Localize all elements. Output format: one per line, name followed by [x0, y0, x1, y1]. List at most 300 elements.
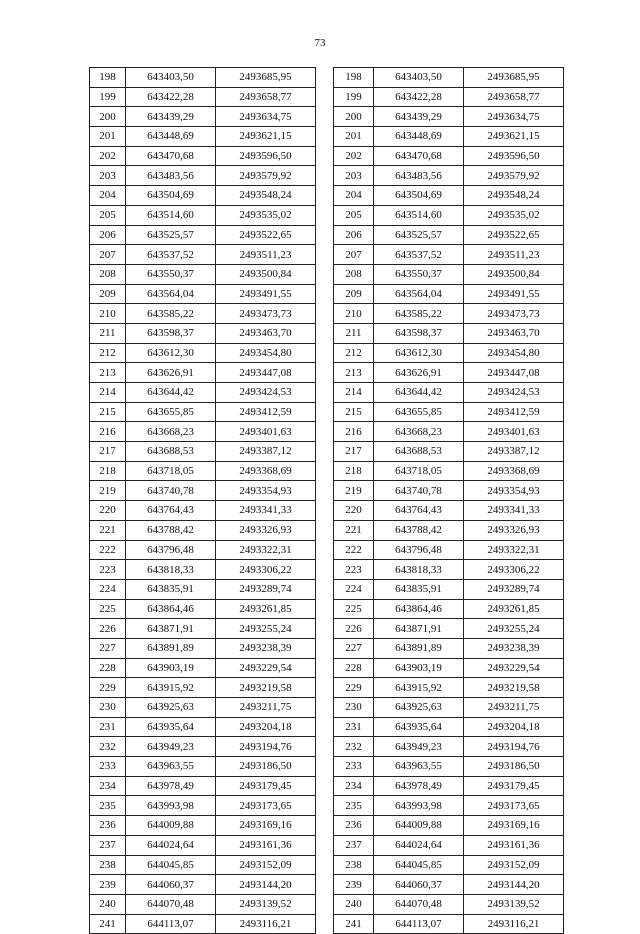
y-coordinate-cell: 2493229,54	[216, 658, 316, 678]
point-number-cell: 216	[90, 422, 126, 442]
point-number-cell: 208	[90, 264, 126, 284]
y-coordinate-cell: 2493596,50	[464, 146, 564, 166]
y-coordinate-cell: 2493579,92	[464, 166, 564, 186]
y-coordinate-cell: 2493261,85	[464, 599, 564, 619]
table-row	[334, 205, 564, 225]
x-coordinate-cell: 643891,89	[374, 638, 464, 658]
table-row	[90, 757, 316, 777]
x-coordinate-cell: 644113,07	[126, 914, 216, 934]
table-row	[334, 166, 564, 186]
table-row	[334, 225, 564, 245]
x-coordinate-cell: 643612,30	[126, 343, 216, 363]
x-coordinate-cell: 643550,37	[374, 264, 464, 284]
table-row	[90, 343, 316, 363]
table-row	[90, 835, 316, 855]
y-coordinate-cell: 2493454,80	[216, 343, 316, 363]
x-coordinate-cell: 643925,63	[374, 698, 464, 718]
point-number-cell: 226	[90, 619, 126, 639]
point-number-cell: 234	[90, 776, 126, 796]
point-number-cell: 225	[334, 599, 374, 619]
table-row	[90, 186, 316, 206]
y-coordinate-cell: 2493161,36	[216, 835, 316, 855]
point-number-cell: 223	[334, 560, 374, 580]
table-row	[90, 363, 316, 383]
y-coordinate-cell: 2493211,75	[216, 698, 316, 718]
y-coordinate-cell: 2493238,39	[464, 638, 564, 658]
table-row	[334, 186, 564, 206]
point-number-cell: 205	[90, 205, 126, 225]
point-number-cell: 241	[334, 914, 374, 934]
point-number-cell: 238	[90, 855, 126, 875]
point-number-cell: 222	[90, 540, 126, 560]
y-coordinate-cell: 2493194,76	[216, 737, 316, 757]
table-row	[90, 146, 316, 166]
x-coordinate-cell: 643598,37	[374, 323, 464, 343]
y-coordinate-cell: 2493579,92	[216, 166, 316, 186]
x-coordinate-cell: 643626,91	[126, 363, 216, 383]
table-row	[90, 225, 316, 245]
y-coordinate-cell: 2493424,53	[464, 383, 564, 403]
y-coordinate-cell: 2493326,93	[216, 520, 316, 540]
table-row	[90, 776, 316, 796]
x-coordinate-cell: 643796,48	[126, 540, 216, 560]
x-coordinate-cell: 643644,42	[126, 383, 216, 403]
table-row	[334, 717, 564, 737]
table-row	[334, 284, 564, 304]
table-row	[90, 658, 316, 678]
y-coordinate-cell: 2493116,21	[216, 914, 316, 934]
y-coordinate-cell: 2493412,59	[216, 402, 316, 422]
point-number-cell: 222	[334, 540, 374, 560]
x-coordinate-cell: 643925,63	[126, 698, 216, 718]
x-coordinate-cell: 643564,04	[374, 284, 464, 304]
table-row	[90, 599, 316, 619]
point-number-cell: 233	[334, 757, 374, 777]
table-row	[334, 560, 564, 580]
point-number-cell: 205	[334, 205, 374, 225]
y-coordinate-cell: 2493473,73	[464, 304, 564, 324]
y-coordinate-cell: 2493447,08	[216, 363, 316, 383]
y-coordinate-cell: 2493152,09	[464, 855, 564, 875]
point-number-cell: 226	[334, 619, 374, 639]
table-row	[334, 619, 564, 639]
y-coordinate-cell: 2493289,74	[216, 579, 316, 599]
page-number: 73	[314, 37, 326, 49]
y-coordinate-cell: 2493658,77	[216, 87, 316, 107]
table-row	[334, 599, 564, 619]
y-coordinate-cell: 2493387,12	[464, 442, 564, 462]
point-number-cell: 219	[334, 481, 374, 501]
table-row	[90, 107, 316, 127]
table-row	[334, 501, 564, 521]
table-row	[90, 560, 316, 580]
point-number-cell: 229	[334, 678, 374, 698]
table-row	[90, 520, 316, 540]
y-coordinate-cell: 2493204,18	[216, 717, 316, 737]
x-coordinate-cell: 643764,43	[374, 501, 464, 521]
x-coordinate-cell: 643871,91	[126, 619, 216, 639]
table-row	[90, 698, 316, 718]
point-number-cell: 228	[334, 658, 374, 678]
table-row	[334, 520, 564, 540]
point-number-cell: 211	[334, 323, 374, 343]
y-coordinate-cell: 2493463,70	[464, 323, 564, 343]
x-coordinate-cell: 643585,22	[374, 304, 464, 324]
x-coordinate-cell: 643598,37	[126, 323, 216, 343]
point-number-cell: 227	[334, 638, 374, 658]
table-row	[90, 894, 316, 914]
x-coordinate-cell: 643835,91	[374, 579, 464, 599]
x-coordinate-cell: 643403,50	[126, 68, 216, 88]
table-row	[334, 461, 564, 481]
y-coordinate-cell: 2493116,21	[464, 914, 564, 934]
y-coordinate-cell: 2493621,15	[464, 127, 564, 147]
table-row	[90, 875, 316, 895]
point-number-cell: 240	[90, 894, 126, 914]
point-number-cell: 212	[90, 343, 126, 363]
table-row	[334, 638, 564, 658]
y-coordinate-cell: 2493289,74	[464, 579, 564, 599]
y-coordinate-cell: 2493522,65	[464, 225, 564, 245]
table-row	[90, 461, 316, 481]
table-row	[90, 501, 316, 521]
point-number-cell: 199	[90, 87, 126, 107]
point-number-cell: 229	[90, 678, 126, 698]
y-coordinate-cell: 2493522,65	[216, 225, 316, 245]
x-coordinate-cell: 643525,57	[126, 225, 216, 245]
table-row	[90, 383, 316, 403]
table-row	[334, 323, 564, 343]
y-coordinate-cell: 2493368,69	[464, 461, 564, 481]
x-coordinate-cell: 644024,64	[374, 835, 464, 855]
x-coordinate-cell: 643718,05	[126, 461, 216, 481]
table-row	[90, 402, 316, 422]
point-number-cell: 217	[90, 442, 126, 462]
y-coordinate-cell: 2493685,95	[464, 68, 564, 88]
point-number-cell: 220	[334, 501, 374, 521]
y-coordinate-cell: 2493368,69	[216, 461, 316, 481]
y-coordinate-cell: 2493354,93	[464, 481, 564, 501]
table-row	[90, 422, 316, 442]
x-coordinate-cell: 643788,42	[126, 520, 216, 540]
table-row	[334, 816, 564, 836]
x-coordinate-cell: 643504,69	[374, 186, 464, 206]
x-coordinate-cell: 643448,69	[126, 127, 216, 147]
y-coordinate-cell: 2493186,50	[216, 757, 316, 777]
point-number-cell: 228	[90, 658, 126, 678]
y-coordinate-cell: 2493169,16	[216, 816, 316, 836]
table-row	[334, 343, 564, 363]
x-coordinate-cell: 643963,55	[374, 757, 464, 777]
point-number-cell: 201	[90, 127, 126, 147]
x-coordinate-cell: 643525,57	[374, 225, 464, 245]
x-coordinate-cell: 643818,33	[126, 560, 216, 580]
x-coordinate-cell: 643626,91	[374, 363, 464, 383]
table-row	[90, 87, 316, 107]
y-coordinate-cell: 2493179,45	[464, 776, 564, 796]
point-number-cell: 203	[90, 166, 126, 186]
table-row	[334, 835, 564, 855]
table-row	[334, 481, 564, 501]
table-row	[334, 68, 564, 88]
point-number-cell: 198	[334, 68, 374, 88]
y-coordinate-cell: 2493401,63	[464, 422, 564, 442]
table-row	[90, 68, 316, 88]
table-row	[334, 363, 564, 383]
x-coordinate-cell: 643764,43	[126, 501, 216, 521]
x-coordinate-cell: 644009,88	[126, 816, 216, 836]
x-coordinate-cell: 643796,48	[374, 540, 464, 560]
x-coordinate-cell: 643470,68	[374, 146, 464, 166]
x-coordinate-cell: 643788,42	[374, 520, 464, 540]
x-coordinate-cell: 643585,22	[126, 304, 216, 324]
point-number-cell: 219	[90, 481, 126, 501]
point-number-cell: 200	[334, 107, 374, 127]
table-row	[90, 796, 316, 816]
table-row	[334, 737, 564, 757]
y-coordinate-cell: 2493238,39	[216, 638, 316, 658]
point-number-cell: 199	[334, 87, 374, 107]
table-row	[334, 127, 564, 147]
point-number-cell: 236	[334, 816, 374, 836]
x-coordinate-cell: 643403,50	[374, 68, 464, 88]
x-coordinate-cell: 643668,23	[374, 422, 464, 442]
point-number-cell: 213	[334, 363, 374, 383]
y-coordinate-cell: 2493500,84	[464, 264, 564, 284]
x-coordinate-cell: 643891,89	[126, 638, 216, 658]
point-number-cell: 232	[334, 737, 374, 757]
point-number-cell: 214	[90, 383, 126, 403]
point-number-cell: 235	[334, 796, 374, 816]
x-coordinate-cell: 643564,04	[126, 284, 216, 304]
x-coordinate-cell: 643935,64	[374, 717, 464, 737]
table-row	[90, 264, 316, 284]
y-coordinate-cell: 2493454,80	[464, 343, 564, 363]
point-number-cell: 221	[90, 520, 126, 540]
y-coordinate-cell: 2493261,85	[216, 599, 316, 619]
point-number-cell: 200	[90, 107, 126, 127]
point-number-cell: 215	[334, 402, 374, 422]
y-coordinate-cell: 2493255,24	[464, 619, 564, 639]
x-coordinate-cell: 643949,23	[126, 737, 216, 757]
x-coordinate-cell: 643903,19	[374, 658, 464, 678]
point-number-cell: 227	[90, 638, 126, 658]
y-coordinate-cell: 2493144,20	[216, 875, 316, 895]
table-row	[334, 757, 564, 777]
x-coordinate-cell: 643718,05	[374, 461, 464, 481]
point-number-cell: 241	[90, 914, 126, 934]
point-number-cell: 209	[90, 284, 126, 304]
y-coordinate-cell: 2493179,45	[216, 776, 316, 796]
x-coordinate-cell: 643993,98	[374, 796, 464, 816]
x-coordinate-cell: 643537,52	[126, 245, 216, 265]
y-coordinate-cell: 2493255,24	[216, 619, 316, 639]
x-coordinate-cell: 644045,85	[126, 855, 216, 875]
y-coordinate-cell: 2493211,75	[464, 698, 564, 718]
x-coordinate-cell: 643835,91	[126, 579, 216, 599]
table-row	[334, 855, 564, 875]
coordinates-table-left	[89, 67, 316, 934]
point-number-cell: 240	[334, 894, 374, 914]
point-number-cell: 207	[90, 245, 126, 265]
point-number-cell: 210	[334, 304, 374, 324]
table-row	[90, 245, 316, 265]
y-coordinate-cell: 2493535,02	[216, 205, 316, 225]
x-coordinate-cell: 643612,30	[374, 343, 464, 363]
point-number-cell: 210	[90, 304, 126, 324]
table-row	[334, 264, 564, 284]
point-number-cell: 209	[334, 284, 374, 304]
y-coordinate-cell: 2493173,65	[216, 796, 316, 816]
x-coordinate-cell: 643818,33	[374, 560, 464, 580]
point-number-cell: 231	[334, 717, 374, 737]
point-number-cell: 204	[90, 186, 126, 206]
point-number-cell: 217	[334, 442, 374, 462]
table-row	[90, 855, 316, 875]
y-coordinate-cell: 2493354,93	[216, 481, 316, 501]
y-coordinate-cell: 2493634,75	[464, 107, 564, 127]
table-row	[334, 383, 564, 403]
table-row	[90, 284, 316, 304]
y-coordinate-cell: 2493219,58	[464, 678, 564, 698]
point-number-cell: 224	[334, 579, 374, 599]
table-row	[90, 914, 316, 934]
x-coordinate-cell: 643439,29	[126, 107, 216, 127]
table-row	[90, 619, 316, 639]
table-row	[334, 914, 564, 934]
y-coordinate-cell: 2493161,36	[464, 835, 564, 855]
x-coordinate-cell: 643978,49	[126, 776, 216, 796]
point-number-cell: 221	[334, 520, 374, 540]
x-coordinate-cell: 643915,92	[374, 678, 464, 698]
point-number-cell: 235	[90, 796, 126, 816]
x-coordinate-cell: 643470,68	[126, 146, 216, 166]
x-coordinate-cell: 643655,85	[126, 402, 216, 422]
point-number-cell: 214	[334, 383, 374, 403]
point-number-cell: 218	[334, 461, 374, 481]
y-coordinate-cell: 2493139,52	[216, 894, 316, 914]
y-coordinate-cell: 2493341,33	[464, 501, 564, 521]
x-coordinate-cell: 643483,56	[126, 166, 216, 186]
x-coordinate-cell: 643448,69	[374, 127, 464, 147]
x-coordinate-cell: 644009,88	[374, 816, 464, 836]
point-number-cell: 224	[90, 579, 126, 599]
table-row	[90, 579, 316, 599]
y-coordinate-cell: 2493387,12	[216, 442, 316, 462]
table-row	[334, 875, 564, 895]
y-coordinate-cell: 2493322,31	[464, 540, 564, 560]
x-coordinate-cell: 643915,92	[126, 678, 216, 698]
y-coordinate-cell: 2493169,16	[464, 816, 564, 836]
point-number-cell: 238	[334, 855, 374, 875]
table-row	[90, 717, 316, 737]
x-coordinate-cell: 644060,37	[374, 875, 464, 895]
table-row	[334, 422, 564, 442]
point-number-cell: 237	[90, 835, 126, 855]
table-row	[334, 146, 564, 166]
table-row	[334, 402, 564, 422]
point-number-cell: 212	[334, 343, 374, 363]
x-coordinate-cell: 643422,28	[374, 87, 464, 107]
table-row	[334, 698, 564, 718]
x-coordinate-cell: 643550,37	[126, 264, 216, 284]
y-coordinate-cell: 2493412,59	[464, 402, 564, 422]
x-coordinate-cell: 643963,55	[126, 757, 216, 777]
y-coordinate-cell: 2493204,18	[464, 717, 564, 737]
x-coordinate-cell: 643740,78	[374, 481, 464, 501]
x-coordinate-cell: 643655,85	[374, 402, 464, 422]
point-number-cell: 230	[334, 698, 374, 718]
x-coordinate-cell: 644070,48	[126, 894, 216, 914]
y-coordinate-cell: 2493596,50	[216, 146, 316, 166]
x-coordinate-cell: 643903,19	[126, 658, 216, 678]
y-coordinate-cell: 2493139,52	[464, 894, 564, 914]
y-coordinate-cell: 2493306,22	[216, 560, 316, 580]
x-coordinate-cell: 643949,23	[374, 737, 464, 757]
point-number-cell: 203	[334, 166, 374, 186]
y-coordinate-cell: 2493500,84	[216, 264, 316, 284]
y-coordinate-cell: 2493341,33	[216, 501, 316, 521]
x-coordinate-cell: 643439,29	[374, 107, 464, 127]
y-coordinate-cell: 2493685,95	[216, 68, 316, 88]
x-coordinate-cell: 643740,78	[126, 481, 216, 501]
y-coordinate-cell: 2493634,75	[216, 107, 316, 127]
point-number-cell: 216	[334, 422, 374, 442]
y-coordinate-cell: 2493173,65	[464, 796, 564, 816]
table-row	[90, 166, 316, 186]
y-coordinate-cell: 2493306,22	[464, 560, 564, 580]
x-coordinate-cell: 643504,69	[126, 186, 216, 206]
x-coordinate-cell: 644113,07	[374, 914, 464, 934]
coordinates-table-right	[333, 67, 564, 934]
y-coordinate-cell: 2493473,73	[216, 304, 316, 324]
point-number-cell: 237	[334, 835, 374, 855]
table-row	[334, 579, 564, 599]
point-number-cell: 213	[90, 363, 126, 383]
point-number-cell: 231	[90, 717, 126, 737]
point-number-cell: 207	[334, 245, 374, 265]
point-number-cell: 233	[90, 757, 126, 777]
point-number-cell: 206	[334, 225, 374, 245]
table-row	[334, 678, 564, 698]
table-row	[90, 540, 316, 560]
x-coordinate-cell: 643422,28	[126, 87, 216, 107]
y-coordinate-cell: 2493186,50	[464, 757, 564, 777]
x-coordinate-cell: 643978,49	[374, 776, 464, 796]
point-number-cell: 201	[334, 127, 374, 147]
table-row	[90, 442, 316, 462]
y-coordinate-cell: 2493548,24	[464, 186, 564, 206]
table-row	[90, 481, 316, 501]
y-coordinate-cell: 2493152,09	[216, 855, 316, 875]
table-row	[90, 638, 316, 658]
x-coordinate-cell: 643935,64	[126, 717, 216, 737]
table-row	[334, 658, 564, 678]
x-coordinate-cell: 643871,91	[374, 619, 464, 639]
y-coordinate-cell: 2493463,70	[216, 323, 316, 343]
point-number-cell: 202	[90, 146, 126, 166]
table-row	[90, 678, 316, 698]
point-number-cell: 218	[90, 461, 126, 481]
y-coordinate-cell: 2493491,55	[216, 284, 316, 304]
point-number-cell: 211	[90, 323, 126, 343]
point-number-cell: 202	[334, 146, 374, 166]
x-coordinate-cell: 644070,48	[374, 894, 464, 914]
y-coordinate-cell: 2493548,24	[216, 186, 316, 206]
table-row	[90, 737, 316, 757]
y-coordinate-cell: 2493424,53	[216, 383, 316, 403]
table-row	[334, 107, 564, 127]
